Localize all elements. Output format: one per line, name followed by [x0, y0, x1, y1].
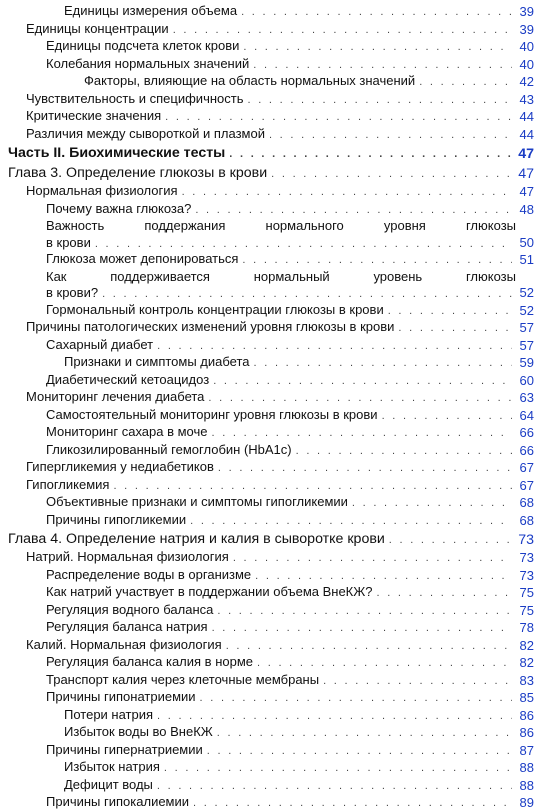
- toc-entry: [0, 269, 542, 302]
- page-number: 57: [519, 337, 534, 353]
- entry-title: Избыток натрия: [64, 759, 160, 774]
- entry-title: Распределение воды в организме: [46, 566, 252, 582]
- dot-leader: [229, 145, 512, 163]
- entry-title: Нормальная физиология: [26, 183, 178, 198]
- entry-title: Критические значения: [26, 108, 162, 123]
- page-number: 44: [519, 109, 534, 124]
- page-number: 86: [519, 707, 534, 723]
- entry-title: Мониторинг сахара в моче: [46, 424, 208, 439]
- page-number: 43: [519, 91, 534, 107]
- page-number: 86: [519, 725, 534, 740]
- toc-entry: [0, 108, 542, 126]
- dot-leader: [323, 673, 512, 690]
- toc-entry: [0, 91, 542, 109]
- page-number: 44: [519, 126, 534, 142]
- dot-leader: [243, 39, 512, 56]
- dot-leader: [389, 531, 512, 549]
- toc-entry: [0, 183, 542, 201]
- toc-entry: [0, 619, 542, 637]
- entry-title: Калий. Нормальная физиология: [26, 636, 222, 652]
- entry-title: Единицы концентрации: [26, 20, 169, 36]
- page-number: 83: [519, 672, 534, 688]
- dot-leader: [419, 74, 512, 91]
- entry-title: Гипергликемия у недиабетиков: [26, 459, 214, 474]
- dot-leader: [296, 443, 512, 460]
- dot-leader: [113, 478, 512, 495]
- page-number: 47: [519, 184, 534, 199]
- entry-title: Часть II. Биохимические тесты: [8, 145, 226, 161]
- entry-title-line: Как поддерживается нормальный уровень глюкозы: [46, 268, 516, 284]
- entry-title: Самостоятельный мониторинг уровня глюкозы в крови: [46, 406, 378, 422]
- entry-title: Признаки и симптомы диабета: [64, 354, 250, 369]
- page-number: 64: [519, 407, 534, 423]
- dot-leader: [218, 460, 512, 477]
- entry-title: Единицы измерения объема: [64, 3, 238, 18]
- entry-title: Причины гипогликемии: [46, 511, 187, 527]
- toc-entry: [0, 777, 542, 795]
- page-number: 85: [519, 690, 534, 705]
- entry-title: Гормональный контроль концентрации глюкозы в крови: [46, 301, 384, 317]
- entry-title: Диабетический кетоацидоз: [46, 371, 210, 387]
- toc-entry: [0, 654, 542, 672]
- page-number: 47: [518, 166, 534, 182]
- dot-leader: [388, 303, 512, 320]
- toc-entry: [0, 672, 542, 690]
- dot-leader: [217, 725, 512, 742]
- toc-entry: [0, 602, 542, 620]
- toc-chapter: [0, 164, 542, 183]
- page-number: 51: [519, 252, 534, 267]
- dot-leader: [212, 425, 513, 442]
- dot-leader: [382, 408, 512, 425]
- page-number: 73: [519, 567, 534, 583]
- toc-entry: [0, 389, 542, 407]
- toc-entry: [0, 689, 542, 707]
- entry-title: Регуляция водного баланса: [46, 601, 214, 617]
- dot-leader: [102, 286, 512, 303]
- page-number: 63: [519, 390, 534, 405]
- dot-leader: [182, 184, 512, 201]
- entry-title: Избыток воды во ВнеКЖ: [64, 724, 213, 739]
- page-number: 75: [519, 585, 534, 600]
- entry-title: Транспорт калия через клеточные мембраны: [46, 671, 320, 687]
- page-number: 52: [519, 302, 534, 318]
- entry-title: в крови: [46, 234, 91, 250]
- toc-entry: [0, 494, 542, 512]
- page-number: 42: [519, 74, 534, 89]
- page-number: 40: [519, 39, 534, 54]
- dot-leader: [190, 513, 512, 530]
- toc-entry: [0, 477, 542, 495]
- dot-leader: [271, 165, 512, 183]
- dot-leader: [195, 202, 512, 219]
- page-number: 50: [519, 234, 534, 250]
- page-number: 47: [518, 146, 534, 162]
- toc-entry: [0, 302, 542, 320]
- toc-entry: [0, 567, 542, 585]
- entry-title: Единицы подсчета клеток крови: [46, 38, 240, 53]
- dot-leader: [95, 236, 512, 253]
- dot-leader: [173, 22, 512, 39]
- page-number: 48: [519, 201, 534, 217]
- dot-leader: [352, 495, 512, 512]
- entry-title: Глава 3. Определение глюкозы в крови: [8, 165, 268, 181]
- dot-leader: [242, 252, 512, 269]
- dot-leader: [157, 778, 512, 795]
- dot-leader: [255, 568, 512, 585]
- dot-leader: [200, 690, 512, 707]
- entry-title: Причины гипернатриемии: [46, 741, 203, 757]
- dot-leader: [376, 585, 512, 602]
- dot-leader: [254, 355, 512, 372]
- toc-entry: [0, 38, 542, 56]
- toc-chapter: [0, 530, 542, 549]
- toc-entry: [0, 21, 542, 39]
- entry-title: Различия между сывороткой и плазмой: [26, 125, 265, 141]
- dot-leader: [212, 620, 512, 637]
- toc-entry: [0, 424, 542, 442]
- page-number: 57: [519, 320, 534, 335]
- entry-title-line: Важность поддержания нормального уровня глюкозы: [46, 218, 516, 233]
- page-number: 73: [518, 532, 534, 548]
- toc-entry: [0, 637, 542, 655]
- dot-leader: [253, 57, 512, 74]
- entry-title: Потери натрия: [64, 706, 154, 722]
- entry-title: Натрий. Нормальная физиология: [26, 549, 229, 564]
- toc-entry: [0, 549, 542, 567]
- entry-title: Сахарный диабет: [46, 336, 154, 352]
- toc-entry: [0, 584, 542, 602]
- toc-entry: [0, 354, 542, 372]
- page-number: 82: [519, 655, 534, 670]
- dot-leader: [217, 603, 512, 620]
- dot-leader: [208, 390, 512, 407]
- toc-entry: [0, 73, 542, 91]
- entry-title: Факторы, влияющие на область нормальных значений: [84, 73, 416, 88]
- dot-leader: [157, 338, 512, 355]
- entry-title: Глюкоза может депонироваться: [46, 251, 239, 266]
- page-number: 89: [519, 795, 534, 810]
- entry-title: Гипогликемия: [26, 476, 110, 492]
- entry-title: Почему важна глюкоза?: [46, 200, 192, 216]
- toc-entry: [0, 319, 542, 337]
- entry-title: Гликозилированный гемоглобин (HbA1c): [46, 441, 292, 457]
- entry-title: Мониторинг лечения диабета: [26, 389, 205, 404]
- page-number: 82: [519, 637, 534, 653]
- dot-leader: [207, 743, 512, 760]
- entry-title: Причины гипокалиемии: [46, 794, 190, 809]
- dot-leader: [165, 109, 512, 126]
- dot-leader: [398, 320, 512, 337]
- toc-entry: [0, 251, 542, 269]
- page-number: 67: [519, 460, 534, 475]
- toc-entry: [0, 372, 542, 390]
- page-number: 88: [519, 760, 534, 775]
- page-number: 88: [519, 777, 534, 793]
- entry-title: Чувствительность и специфичность: [26, 90, 244, 106]
- entry-title: Колебания нормальных значений: [46, 55, 250, 71]
- dot-leader: [213, 373, 512, 390]
- dot-leader: [164, 760, 512, 777]
- toc-entry: [0, 742, 542, 760]
- entry-title: в крови?: [46, 285, 99, 300]
- page-number: 66: [519, 425, 534, 440]
- page-number: 87: [519, 742, 534, 758]
- page-number: 68: [519, 495, 534, 510]
- toc-entry: [0, 724, 542, 742]
- page-number: 78: [519, 620, 534, 635]
- toc-entry: [0, 126, 542, 144]
- page-number: 39: [519, 4, 534, 19]
- table-of-contents: [0, 3, 542, 812]
- toc-entry: [0, 201, 542, 219]
- toc-entry: [0, 759, 542, 777]
- toc-entry: [0, 218, 542, 251]
- toc-entry: [0, 459, 542, 477]
- dot-leader: [247, 92, 512, 109]
- entry-title: Дефицит воды: [64, 776, 153, 792]
- page-number: 59: [519, 355, 534, 370]
- dot-leader: [257, 655, 512, 672]
- entry-title: Как натрий участвует в поддержании объема ВнеКЖ?: [46, 584, 373, 599]
- page-number: 39: [519, 21, 534, 37]
- toc-entry: [0, 442, 542, 460]
- dot-leader: [269, 127, 512, 144]
- page-number: 75: [519, 602, 534, 618]
- entry-title: Причины гипонатриемии: [46, 689, 196, 704]
- toc-entry: [0, 794, 542, 812]
- toc-entry: [0, 3, 542, 21]
- page-number: 68: [519, 512, 534, 528]
- page-number: 66: [519, 442, 534, 458]
- page-number: 40: [519, 56, 534, 72]
- toc-entry: [0, 407, 542, 425]
- page-number: 52: [519, 285, 534, 300]
- page-number: 60: [519, 372, 534, 388]
- entry-title: Регуляция баланса натрия: [46, 619, 208, 634]
- page-number: 73: [519, 550, 534, 565]
- dot-leader: [157, 708, 512, 725]
- toc-part: [0, 144, 542, 163]
- toc-entry: [0, 512, 542, 530]
- dot-leader: [241, 4, 512, 21]
- page-number: 67: [519, 477, 534, 493]
- entry-title: Регуляция баланса калия в норме: [46, 654, 254, 669]
- toc-entry: [0, 707, 542, 725]
- entry-title: Причины патологических изменений уровня глюкозы в крови: [26, 319, 395, 334]
- entry-title: Объективные признаки и симптомы гипогликемии: [46, 494, 348, 509]
- toc-entry: [0, 337, 542, 355]
- dot-leader: [226, 638, 512, 655]
- dot-leader: [193, 795, 512, 812]
- toc-entry: [0, 56, 542, 74]
- dot-leader: [233, 550, 512, 567]
- entry-title: Глава 4. Определение натрия и калия в сыворотке крови: [8, 531, 385, 547]
